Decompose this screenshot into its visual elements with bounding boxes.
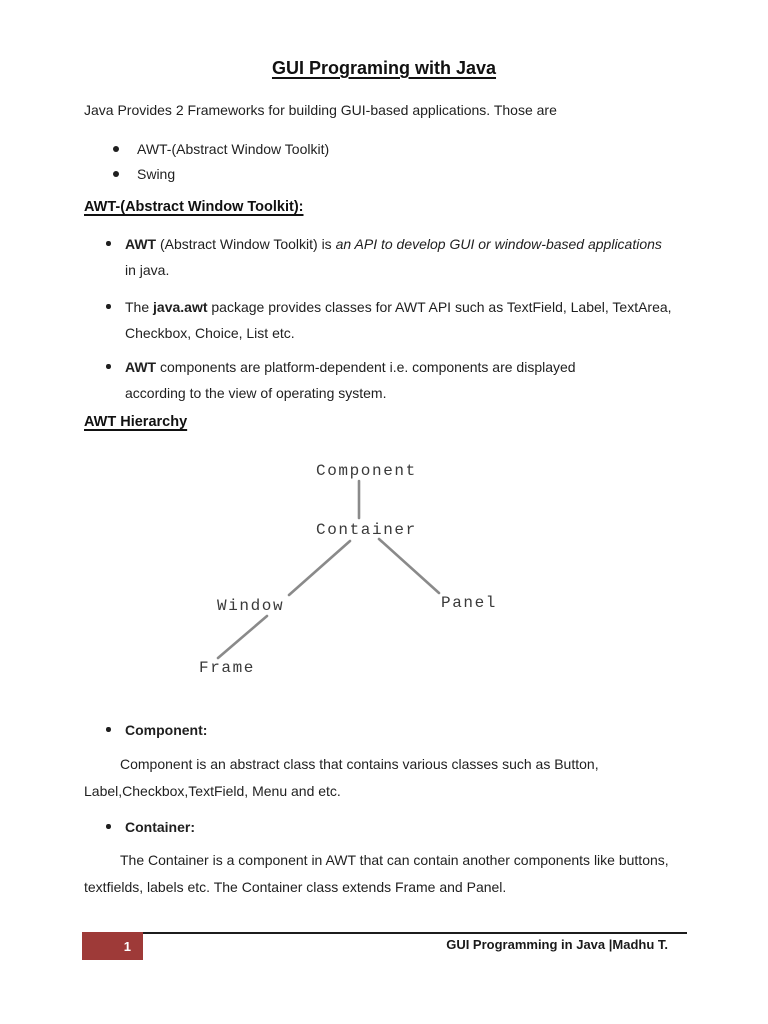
bullet-dot-icon (106, 824, 111, 829)
page-number: 1 (123, 938, 131, 954)
awt-bullet-text: AWT (Abstract Window Toolkit) is an API to develop GUI or window-based applications in java. (125, 236, 662, 278)
bullet-dot-icon (106, 727, 111, 732)
list-item (113, 137, 329, 162)
hierarchy-section-heading: AWT Hierarchy (84, 414, 188, 430)
diagram-node-panel: Panel (441, 594, 498, 612)
awt-bullet-text: AWT components are platform-dependent i.e. components are displayed according to the view of operating system. (125, 359, 576, 401)
diagram-node-container: Container (316, 521, 417, 539)
bullet-dot-icon (106, 304, 111, 309)
bullet-dot-icon (113, 171, 119, 177)
awt-bullet-text: The java.awt package provides classes for AWT API such as TextField, Label, TextArea, Checkbox, Choice, List etc. (125, 299, 672, 341)
definition-term (105, 717, 207, 743)
page-title-text: GUI Programing with Java (271, 58, 497, 78)
footer-divider (82, 932, 687, 934)
page-title (0, 58, 768, 79)
diagram-node-component: Component (316, 462, 417, 480)
awt-bullet-item (105, 354, 640, 406)
bullet-dot-icon (113, 146, 119, 152)
awt-bullet-item (105, 231, 665, 283)
bullet-dot-icon (106, 364, 111, 369)
definition-term-label: Component: (125, 722, 208, 738)
list-item-label: AWT-(Abstract Window Toolkit) (137, 141, 330, 157)
diagram-node-frame: Frame (199, 659, 256, 677)
awt-bullet-item (105, 294, 685, 346)
definition-term (105, 814, 195, 840)
awt-hierarchy-diagram (150, 440, 550, 690)
footer-text: GUI Programming in Java |Madhu T. (446, 937, 668, 952)
list-item (113, 162, 329, 187)
framework-list (113, 137, 329, 187)
intro-paragraph: Java Provides 2 Frameworks for building GUI-based applications. Those are (84, 102, 557, 118)
bullet-dot-icon (106, 241, 111, 246)
definition-paragraph: Component is an abstract class that contains various classes such as Button, Label,Checkbox,TextField, Menu and etc. (84, 756, 599, 799)
diagram-node-window: Window (217, 597, 285, 615)
list-item-label: Swing (137, 166, 176, 182)
awt-section-heading: AWT-(Abstract Window Toolkit): (84, 199, 304, 215)
definition-paragraph: The Container is a component in AWT that can contain another components like buttons, textfields, labels etc. The Container class extends Frame and Panel. (84, 852, 669, 895)
definition-term-label: Container: (125, 819, 195, 835)
